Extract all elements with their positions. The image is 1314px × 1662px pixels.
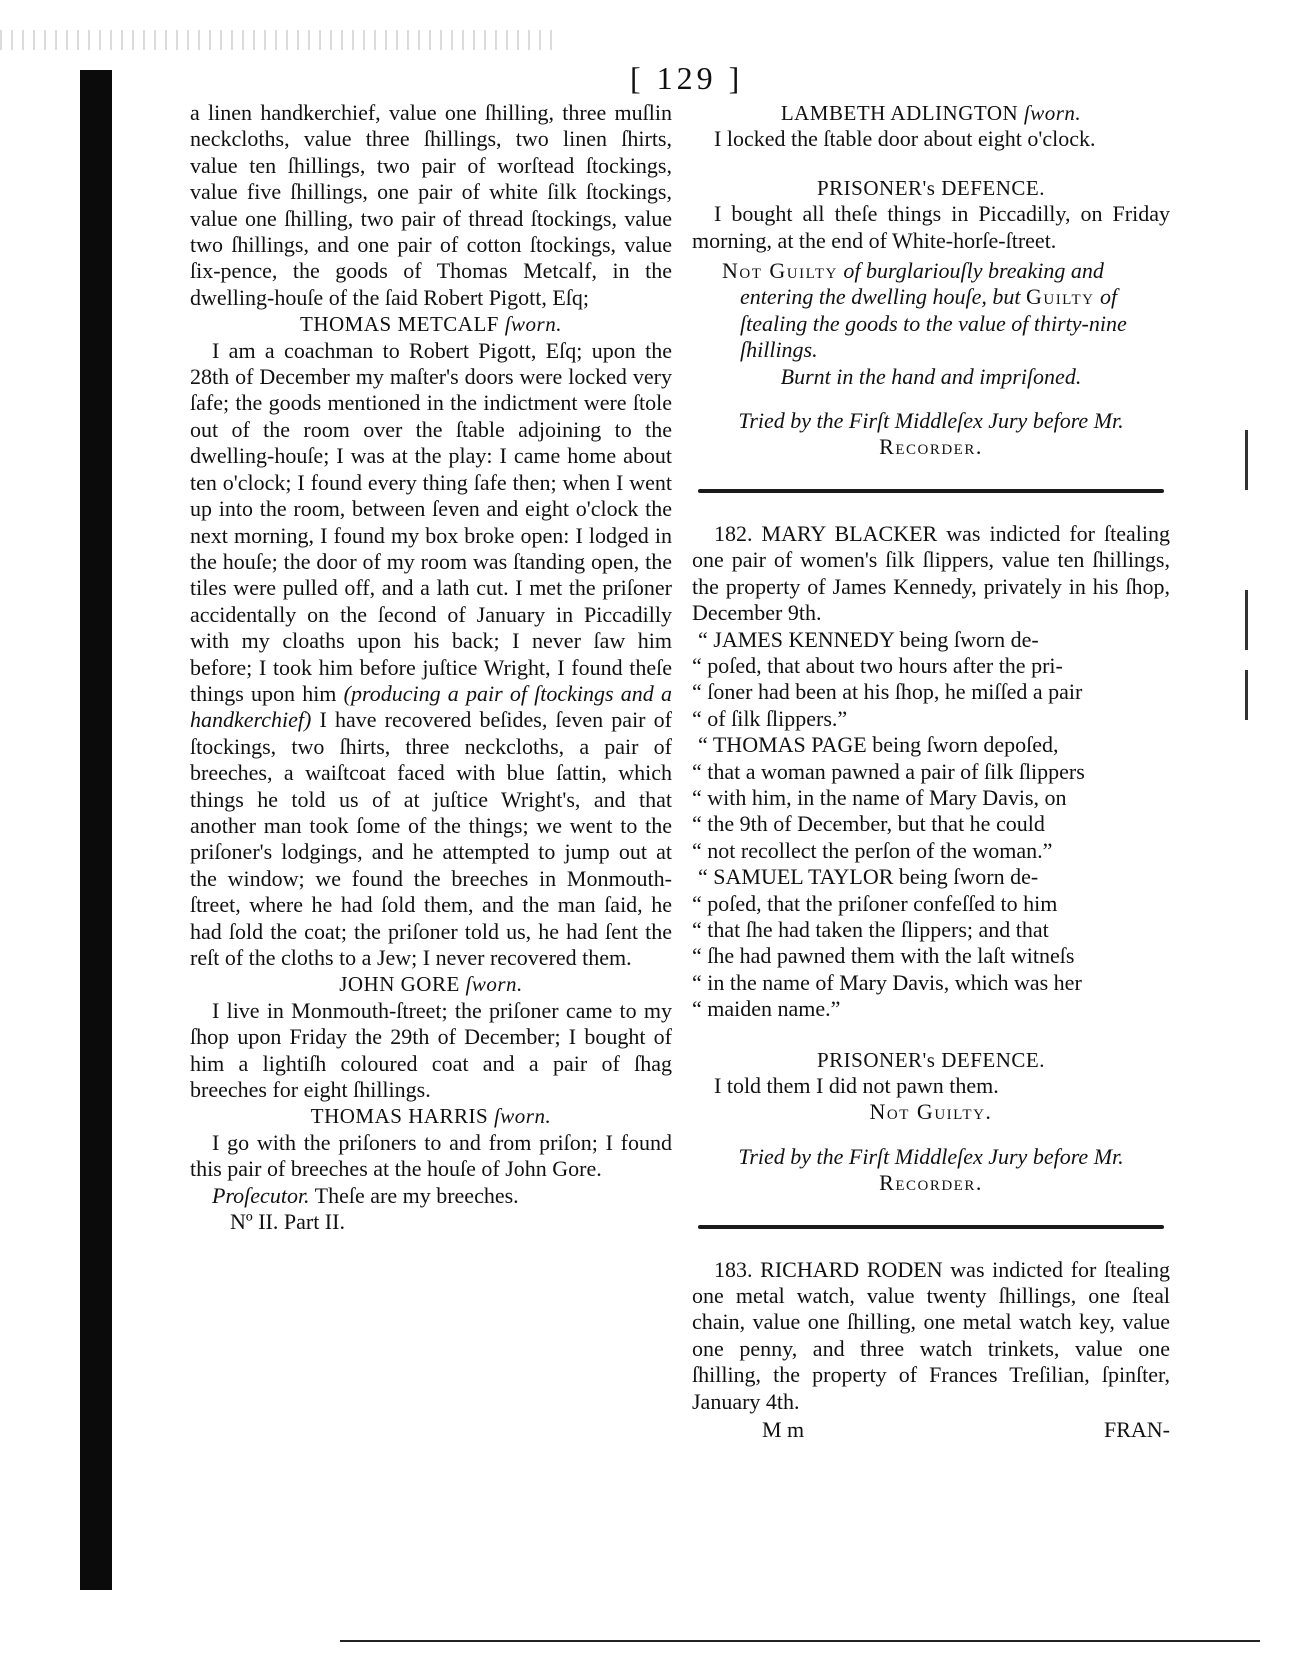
deposition-line: “ ſhe had pawned them with the laſt witneſs — [692, 943, 1075, 969]
witness-name: THOMAS METCALF — [300, 312, 499, 337]
witness-testimony: I live in Monmouth-ſtreet; the priſoner came to my ſhop upon Friday the 29th of December; I bought of him a lightiſh coloured coat and a pair of ſhag breeches for eight ſhillings. — [190, 997, 672, 1103]
sworn-label: ſworn. — [493, 1104, 552, 1129]
deposition-line: “ poſed, that about two hours after the pri- — [692, 652, 1063, 678]
scan-edge-mark — [1245, 430, 1248, 490]
scan-bottom-rule — [340, 1640, 1260, 1642]
verdict-text: of burglariouſly breaking and entering the dwelling houſe, but — [740, 258, 1104, 310]
witness-testimony: I locked the ſtable door about eight o'clock. — [714, 126, 1096, 152]
deposition-line: “ ſoner had been at his ſhop, he miſſed a pair — [692, 679, 1083, 705]
page-number: [ 129 ] — [630, 60, 744, 96]
scan-edge-mark — [1245, 670, 1248, 720]
recorder-label: Recorder. — [879, 1170, 983, 1196]
page-deposition — [692, 732, 1170, 864]
verdict — [722, 258, 1170, 364]
deposition-line: “ SAMUEL TAYLOR being ſworn de- — [698, 864, 1039, 890]
witness-heading — [190, 311, 672, 337]
defence-text: I bought all theſe things in Piccadilly, on Friday morning, at the end of White-horſe-ſtreet. — [692, 201, 1170, 253]
defence-text: I told them I did not pawn them. — [714, 1073, 999, 1098]
indictment-continuation: a linen handkerchief, value one ſhilling, three muſlin neckcloths, value three ſhillings, two linen ſhirts, value ten ſhillings, two pair of worſtead ſtockings, value five ſhillings, one pair of white ſilk ſtockings, value one ſhilling, two pair of thread ſtockings, value two ſhillings, and one pair of cotton ſtockings, value ſix-pence, the goods of Thomas Metcalf, in the dwelling-houſe of the ſaid Robert Pigott, Eſq; — [190, 100, 672, 310]
deposition-line: “ maiden name.” — [692, 996, 841, 1022]
case-divider — [698, 489, 1164, 493]
left-column — [190, 100, 672, 1235]
verdict-text: of ſtealing the goods to the value of thirty-nine ſhillings. — [740, 284, 1127, 363]
tried-by: Tried by the Firſt Middleſex Jury before Mr. — [738, 1143, 1124, 1169]
deposition-line: “ that ſhe had taken the ſlippers; and that — [692, 916, 1049, 942]
catchword: FRAN- — [1103, 1417, 1170, 1443]
verdict: Not Guilty. — [869, 1099, 993, 1125]
signature-mark: M m — [762, 1417, 805, 1443]
testimony-text: I have recovered beſides, ſeven pair of ſtockings, two ſhirts, three neckcloths, a pair of breeches, a waiſtcoat faced with blue ſattin, which things he told us of at juſtice Wright's, and that another man took ſome of the things; we went to the priſoner's lodgings, and he attempted to jump out at the window; we found the breeches in Monmouth-ſtreet, where he had ſold them, and the man ſaid, he had ſold the coat; the priſoner told us, he had ſent the reſt of the cloths to a Jew; I never recovered them. — [190, 707, 672, 970]
witness-heading — [190, 971, 672, 997]
witness-name: THOMAS HARRIS — [310, 1104, 489, 1129]
scan-edge-mark — [1245, 590, 1248, 650]
deposition-line: “ not recollect the perſon of the woman.” — [692, 837, 1053, 863]
verdict-guilty: Guilty — [1025, 284, 1095, 310]
sheet-footer: Nº II. Part II. — [230, 1209, 345, 1235]
testimony-text: I am a coachman to Robert Pigott, Eſq; upon the 28th of December my maſter's doors were locked very ſafe; the goods mentioned in the indictment were ſtole out of the room over the ſtable adjoining to the dwelling-houſe; I was at the play: I came home about ten o'clock; I found every thing ſafe then; when I went up into the room, between ſeven and eight o'clock the next morning, I found my box broke open: I lodged in the houſe; the door of my room was ſtanding open, the tiles were pulled off, and a lath cut. I met the priſoner accidentally on the ſecond of January in Piccadilly with my cloaths upon his back; I never ſaw him before; I took him before juſtice Wright, I found theſe things upon him — [190, 337, 672, 706]
defence-heading: PRISONER's DEFENCE. — [817, 1047, 1045, 1072]
sentence: Burnt in the hand and impriſoned. — [780, 363, 1082, 389]
case-indictment-182: 182. MARY BLACKER was indicted for ſtealing one pair of women's ſilk ſlippers, value ten ſhillings, the property of James Kennedy, privately in his ſhop, December 9th. — [692, 520, 1170, 626]
case-divider — [698, 1225, 1164, 1229]
prosecutor-label: Proſecutor. — [212, 1182, 310, 1208]
case-indictment-183: 183. RICHARD RODEN was indicted for ſtealing one metal watch, value twenty ſhillings, one ſteal chain, value one ſhilling, one metal watch key, value one penny, and three watch trinkets, value one ſhilling, the property of Frances Treſilian, ſpinſter, January 4th. — [692, 1256, 1170, 1414]
kennedy-deposition — [692, 627, 1170, 733]
witness-name: JOHN GORE — [339, 972, 460, 997]
scan-edge-speckle — [0, 30, 560, 50]
prosecutor-text: Theſe are my breeches. — [314, 1182, 519, 1208]
deposition-line: “ JAMES KENNEDY being ſworn de- — [698, 626, 1039, 652]
deposition-line: “ THOMAS PAGE being ſworn depoſed, — [698, 732, 1059, 758]
scan-binding-shadow — [80, 70, 112, 1590]
recorder-label: Recorder. — [879, 434, 983, 460]
defence-heading: PRISONER's DEFENCE. — [817, 175, 1045, 200]
deposition-line: “ with him, in the name of Mary Davis, on — [692, 784, 1067, 810]
prosecutor-statement — [190, 1183, 672, 1209]
stage-direction: (producing a pair of ſtockings and a handkerchief) — [190, 680, 672, 733]
right-column — [692, 100, 1170, 1443]
witness-heading — [190, 1103, 672, 1129]
sworn-label: ſworn. — [465, 972, 523, 997]
sworn-label: ſworn. — [504, 312, 562, 337]
taylor-deposition — [692, 864, 1170, 1022]
witness-heading — [692, 100, 1170, 126]
witness-testimony — [190, 338, 672, 972]
witness-name: LAMBETH ADLINGTON — [780, 101, 1019, 125]
deposition-line: “ in the name of Mary Davis, which was her — [692, 969, 1082, 995]
deposition-line: “ of ſilk ſlippers.” — [692, 705, 848, 731]
deposition-line: “ poſed, that the priſoner confeſſed to him — [692, 890, 1058, 916]
deposition-line: “ the 9th of December, but that he could — [692, 811, 1045, 837]
witness-testimony: I go with the priſoners to and from priſon; I found this pair of breeches at the houſe of John Gore. — [190, 1129, 672, 1182]
tried-by: Tried by the Firſt Middleſex Jury before Mr. — [738, 408, 1124, 434]
verdict-not-guilty: Not Guilty — [722, 258, 838, 284]
deposition-line: “ that a woman pawned a pair of ſilk ſlippers — [692, 758, 1085, 784]
sworn-label: ſworn. — [1023, 101, 1082, 125]
page-footer — [692, 1417, 1170, 1443]
